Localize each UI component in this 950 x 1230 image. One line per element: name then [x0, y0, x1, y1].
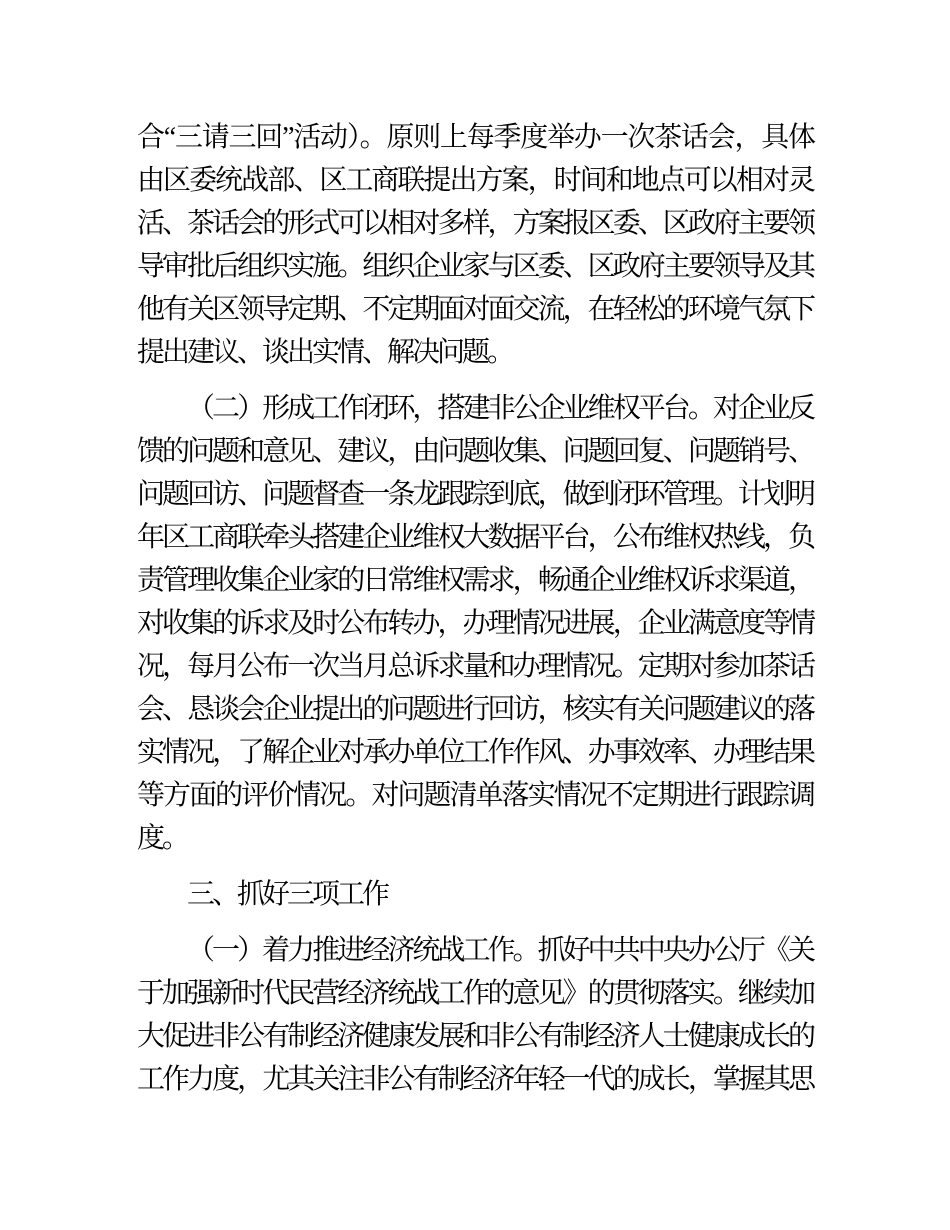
- text-line: 馈的问题和意见、建议，由问题收集、问题回复、问题销号、: [137, 436, 813, 467]
- text-line: 他有关区领导定期、不定期面对面交流，在轻松的环境气氛下: [137, 294, 813, 325]
- text-line: （一）着力推进经济统战工作。抓好中共中央办公厅《关: [187, 935, 813, 966]
- text-line: 于加强新时代民营经济统战工作的意见》的贯彻落实。继续加: [137, 978, 813, 1009]
- text-line: 合“三请三回”活动）。原则上每季度举办一次茶话会，具体: [137, 122, 813, 153]
- text-line: （二）形成工作闭环，搭建非公企业维权平台。对企业反: [187, 393, 813, 424]
- text-line: 实情况，了解企业对承办单位工作作风、办事效率、办理结果: [137, 737, 813, 768]
- text-line: 对收集的诉求及时公布转办，办理情况进展，企业满意度等情: [137, 608, 813, 639]
- text-line: 由区委统战部、区工商联提出方案，时间和地点可以相对灵: [137, 165, 813, 196]
- paragraph-item-2: [137, 387, 813, 860]
- text-line: 导审批后组织实施。组织企业家与区委、区政府主要领导及其: [137, 251, 813, 282]
- text-line: 活、茶话会的形式可以相对多样，方案报区委、区政府主要领: [137, 208, 813, 239]
- text-line: 大促进非公有制经济健康发展和非公有制经济人士健康成长的: [137, 1021, 813, 1052]
- text-line: 工作力度，尤其关注非公有制经济年轻一代的成长，掌握其思: [137, 1064, 813, 1095]
- section-heading-3: [137, 873, 813, 916]
- text-line: 问题回访、问题督查一条龙跟踪到底，做到闭环管理。计划明: [137, 479, 813, 510]
- text-line: 况，每月公布一次当月总诉求量和办理情况。定期对参加茶话: [137, 651, 813, 682]
- text-line: 提出建议、谈出实情、解决问题。: [137, 337, 513, 368]
- paragraph-continuation: [137, 116, 813, 374]
- text-line: 年区工商联牵头搭建企业维权大数据平台，公布维权热线，负: [137, 522, 813, 553]
- text-line: 会、恳谈会企业提出的问题进行回访，核实有关问题建议的落: [137, 694, 813, 725]
- text-line: 等方面的评价情况。对问题清单落实情况不定期进行跟踪调: [137, 780, 813, 811]
- section-heading-text: 三、抓好三项工作: [187, 879, 388, 910]
- text-line: 度。: [137, 823, 188, 854]
- text-line: 责管理收集企业家的日常维权需求，畅通企业维权诉求渠道，: [137, 565, 813, 596]
- paragraph-item-1: [137, 929, 813, 1101]
